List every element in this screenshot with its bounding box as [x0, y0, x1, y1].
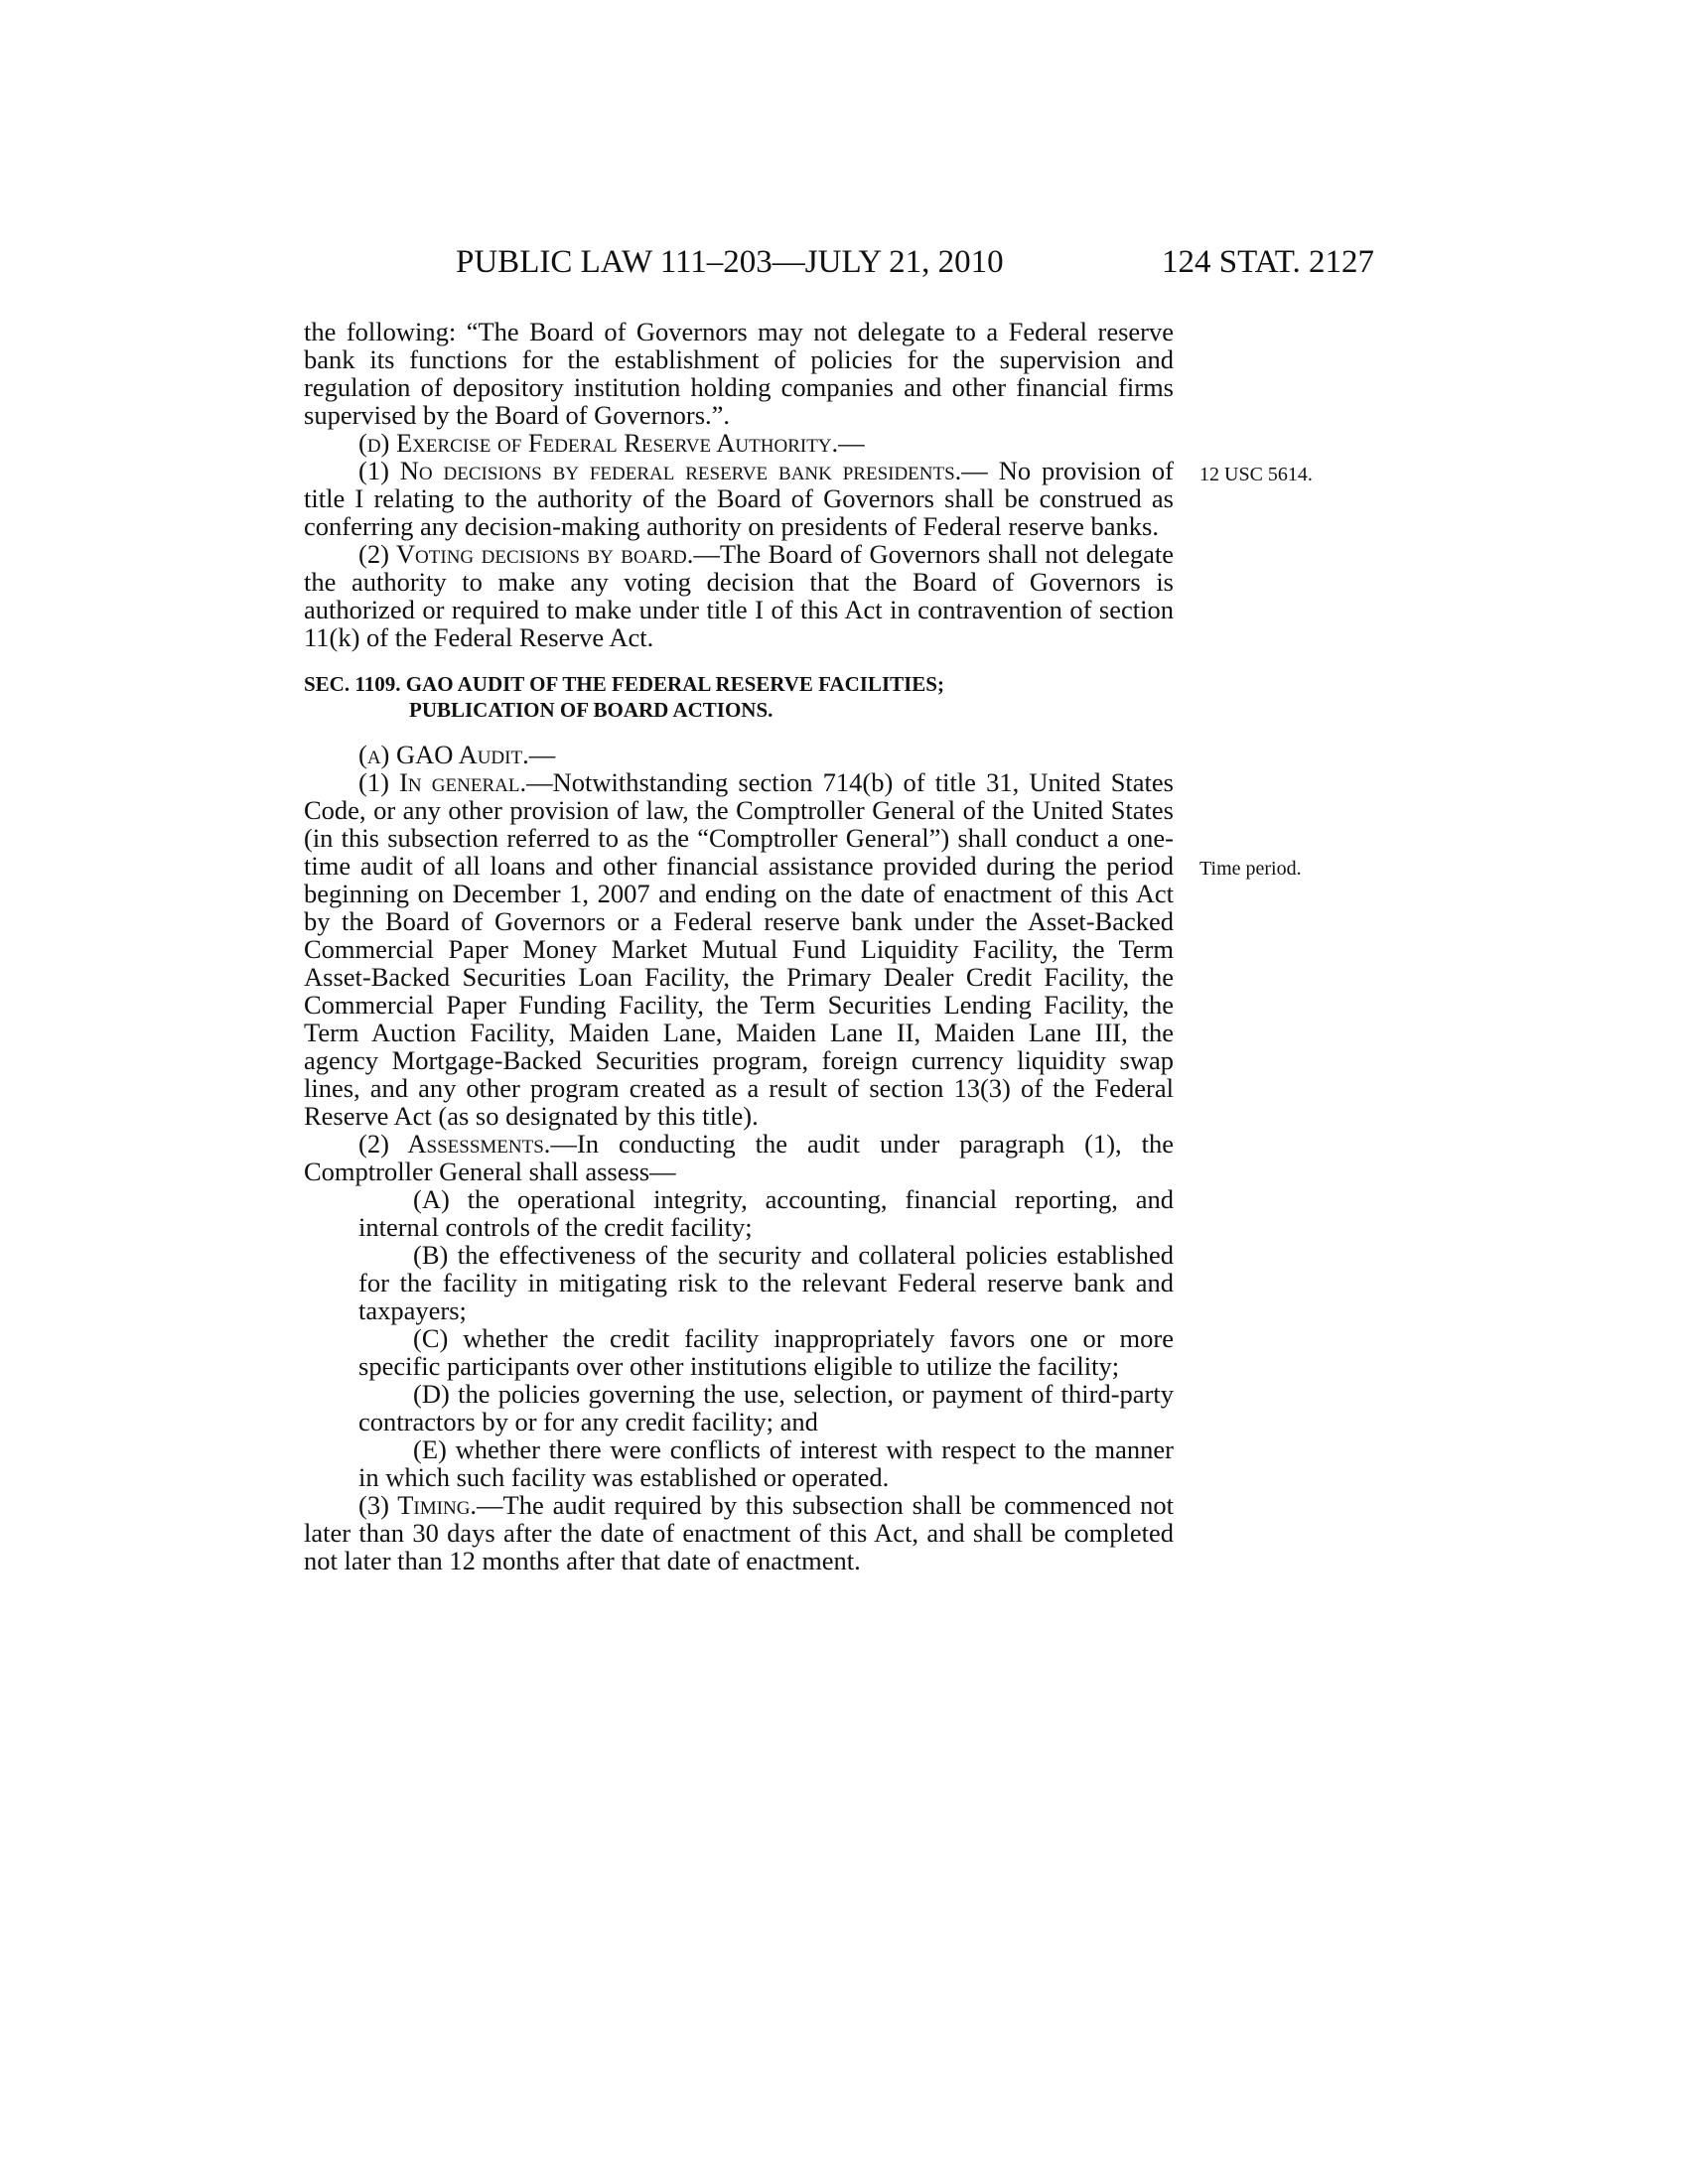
margin-note-usc-citation: 12 USC 5614. [1199, 464, 1313, 485]
section-heading-line-1: SEC. 1109. GAO AUDIT OF THE FEDERAL RESERVE FACILITIES; [304, 672, 944, 696]
section-heading [304, 671, 1174, 723]
paragraph-a3-label: (3) Timing.— [358, 1490, 503, 1520]
clause-a2-C: (C) whether the credit facility inappropriately favors one or more specific participants over other institutions eligible to utilize the facility; [358, 1323, 1174, 1381]
paragraph-d2-label: (2) Voting decisions by board.— [358, 539, 720, 569]
paragraph-a3-text: The audit required by this subsection shall be commenced not later than 30 days after the date of enactment of this Act, and shall be completed not later than 12 months after that date of enactment. [304, 1490, 1174, 1575]
paragraph-a1 [304, 768, 1174, 1130]
clause-a2-D: (D) the policies governing the use, selection, or payment of third-party contractors by or for any credit facility; and [358, 1379, 1174, 1436]
subsection-d-heading-text: (d) Exercise of Federal Reserve Authority.— [358, 428, 865, 458]
paragraph-a2-text: In conducting the audit under paragraph (1), the Comptroller General shall assess— [304, 1129, 1175, 1186]
subsection-a-heading-text: (a) GAO Audit.— [358, 740, 556, 769]
paragraph-d2-text: The Board of Governors shall not delegate the authority to make any voting decision that the Board of Governors is authorized or required to make under title I of this Act in contravention of section 11(k) of the Federal Reserve Act. [304, 539, 1174, 652]
running-head [302, 244, 1374, 284]
paragraph-a1-text: Notwithstanding section 714(b) of title 31, United States Code, or any other provision of law, the Comptroller General of the United States (in this subsection referred to as the “Comptroller General”) shall conduct a one-time audit of all loans and other financial assistance provided during the period beginning on December 1, 2007 and ending on the date of enactment of this Act by the Board of Governors or a Federal reserve bank under the Asset-Backed Commercial Paper Money Market Mutual Fund Liquidity Facility, the Term Asset-Backed Securities Loan Facility, the Primary Dealer Credit Facility, the Commercial Paper Funding Facility, the Term Securities Lending Facility, the Term Auction Facility, Maiden Lane, Maiden Lane II, Maiden Lane III, the agency Mortgage-Backed Securities program, foreign currency liquidity swap lines, and any other program created as a result of section 13(3) of the Federal Reserve Act (as so designated by this title). [304, 767, 1174, 1131]
margin-note-time-period: Time period. [1199, 858, 1302, 880]
clause-a2-B: (B) the effectiveness of the security and collateral policies established for the facility in mitigating risk to the relevant Federal reserve bank and taxpayers; [358, 1240, 1174, 1325]
paragraph-d1 [304, 457, 1174, 540]
clause-a2-E: (E) whether there were conflicts of interest with respect to the manner in which such facility was established or operated. [358, 1434, 1174, 1492]
page-stat-number: 124 STAT. 2127 [1161, 244, 1374, 280]
paragraph-a2-label: (2) Assessments.— [358, 1129, 577, 1159]
paragraph-a2 [304, 1130, 1174, 1185]
clause-a2-A: (A) the operational integrity, accounting, financial reporting, and internal controls of the credit facility; [358, 1184, 1174, 1242]
paragraph-d1-label: (1) No decisions by federal reserve bank presidents.— [358, 456, 988, 485]
paragraph-a1-label: (1) In general.— [358, 767, 553, 797]
paragraph-d1-text: No provision of title I relating to the authority of the Board of Governors shall be construed as conferring any decision-making authority on presidents of Federal reserve banks. [304, 456, 1174, 541]
subsection-d-heading [304, 429, 1174, 457]
running-head-title: PUBLIC LAW 111–203—JULY 21, 2010 [456, 244, 1004, 280]
paragraph-a3 [304, 1491, 1174, 1574]
subsection-a-heading [304, 741, 1174, 768]
section-heading-line-2: PUBLICATION OF BOARD ACTIONS. [409, 698, 774, 722]
document-body [304, 318, 1174, 1574]
continuation-paragraph: the following: “The Board of Governors may not delegate to a Federal reserve bank its functions for the establishment of policies for the supervision and regulation of depository institution holding companies and other financial firms supervised by the Board of Governors.”. [304, 317, 1174, 430]
paragraph-d2 [304, 540, 1174, 651]
